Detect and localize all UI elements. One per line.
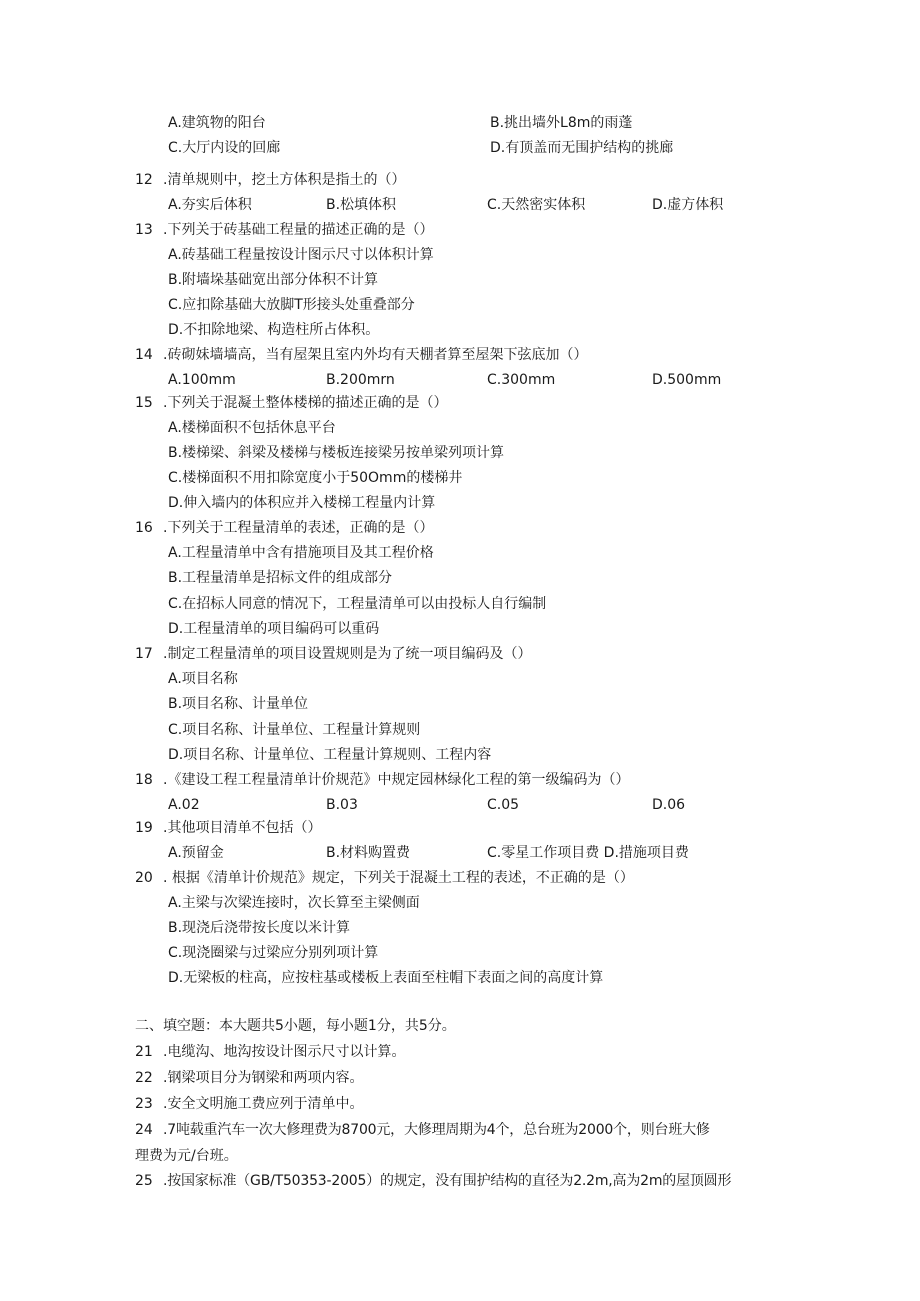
q11-option-b: B.挑出墙外L8m的雨蓬 bbox=[490, 115, 633, 131]
q15-option-b: B.楼梯梁、斜梁及楼梯与楼板连接梁另按单梁列项计算 bbox=[168, 445, 505, 461]
q12-option-b: B.松填体积 bbox=[326, 197, 397, 213]
q18-option-a: A.02 bbox=[168, 797, 200, 813]
q14-option-a: A.100mm bbox=[168, 372, 236, 388]
q20-option-b: B.现浇后浇带按长度以米计算 bbox=[168, 920, 351, 936]
q19-text: .其他项目清单不包括（） bbox=[163, 820, 322, 836]
q18-option-b: B.03 bbox=[326, 797, 358, 813]
q13-text: .下列关于砖基础工程量的描述正确的是（） bbox=[163, 222, 434, 238]
q21-text: .电缆沟、地沟按设计图示尺寸以计算。 bbox=[163, 1044, 406, 1060]
q12-number: 12 bbox=[135, 172, 153, 188]
q20-text: . 根据《清单计价规范》规定，下列关于混凝土工程的表述，不正确的是（） bbox=[163, 870, 634, 886]
q19-option-cd: C.零星工作项目费 D.措施项目费 bbox=[487, 845, 689, 861]
q15-option-c: C.楼梯面积不用扣除宽度小于50Omm的楼梯井 bbox=[168, 470, 463, 486]
q19-number: 19 bbox=[135, 820, 153, 836]
q16-option-a: A.工程量清单中含有措施项目及其工程价格 bbox=[168, 545, 434, 561]
q23-text: .安全文明施工费应列于清单中。 bbox=[163, 1096, 364, 1112]
q13-option-a: A.砖基础工程量按设计图示尺寸以体积计算 bbox=[168, 247, 434, 263]
q18-number: 18 bbox=[135, 772, 153, 788]
q15-option-a: A.楼梯面积不包括休息平台 bbox=[168, 420, 336, 436]
q17-text: .制定工程量清单的项目设置规则是为了统一项目编码及（） bbox=[163, 646, 532, 662]
q20-option-c: C.现浇圈梁与过梁应分别列项计算 bbox=[168, 945, 379, 961]
q12-option-c: C.天然密实体积 bbox=[487, 197, 586, 213]
q21-number: 21 bbox=[135, 1044, 153, 1060]
q25-number: 25 bbox=[135, 1173, 153, 1189]
q15-option-d: D.伸入墙内的体积应并入楼梯工程量内计算 bbox=[168, 495, 436, 511]
q14-number: 14 bbox=[135, 347, 153, 363]
q16-option-c: C.在招标人同意的情况下，工程量清单可以由投标人自行编制 bbox=[168, 596, 547, 612]
q17-option-a: A.项目名称 bbox=[168, 671, 238, 687]
section-heading: 二、填空题：本大题共5小题，每小题1分，共5分。 bbox=[135, 1018, 456, 1034]
q13-number: 13 bbox=[135, 222, 153, 238]
q20-number: 20 bbox=[135, 870, 153, 886]
q15-number: 15 bbox=[135, 395, 153, 411]
q20-option-a: A.主梁与次梁连接时，次长算至主梁侧面 bbox=[168, 895, 420, 911]
q17-option-c: C.项目名称、计量单位、工程量计算规则 bbox=[168, 722, 421, 738]
q16-option-d: D.工程量清单的项目编码可以重码 bbox=[168, 621, 380, 637]
q14-option-c: C.300mm bbox=[487, 372, 556, 388]
q16-option-b: B.工程量清单是招标文件的组成部分 bbox=[168, 570, 393, 586]
q20-option-d: D.无梁板的柱高，应按柱基或楼板上表面至柱帽下表面之间的高度计算 bbox=[168, 970, 604, 986]
q17-option-b: B.项目名称、计量单位 bbox=[168, 696, 309, 712]
q13-option-c: C.应扣除基础大放脚T形接头处重叠部分 bbox=[168, 297, 415, 313]
q11-option-c: C.大厅内设的回廊 bbox=[168, 140, 281, 156]
q23-number: 23 bbox=[135, 1096, 153, 1112]
q12-option-d: D.虚方体积 bbox=[652, 197, 724, 213]
q18-option-d: D.06 bbox=[652, 797, 686, 813]
q15-text: .下列关于混凝土整体楼梯的描述正确的是（） bbox=[163, 395, 448, 411]
q24-number: 24 bbox=[135, 1122, 153, 1138]
q24-text-continued: 理费为元/台班。 bbox=[135, 1148, 238, 1164]
q19-option-a: A.预留金 bbox=[168, 845, 224, 861]
q18-option-c: C.05 bbox=[487, 797, 520, 813]
q11-option-a: A.建筑物的阳台 bbox=[168, 115, 266, 131]
q12-option-a: A.夯实后体积 bbox=[168, 197, 252, 213]
q19-option-b: B.材料购置费 bbox=[326, 845, 411, 861]
q22-text: .钢梁项目分为钢梁和两项内容。 bbox=[163, 1070, 364, 1086]
q24-text: .7吨载重汽车一次大修理费为8700元，大修理周期为4个，总台班为2000个，则台班大修 bbox=[163, 1122, 710, 1138]
q13-option-b: B.附墙垛基础宽出部分体积不计算 bbox=[168, 272, 379, 288]
q18-text: .《建设工程工程量清单计价规范》中规定园林绿化工程的第一级编码为（） bbox=[163, 772, 630, 788]
q11-option-d: D.有顶盖而无围护结构的挑廊 bbox=[490, 140, 674, 156]
q13-option-d: D.不扣除地梁、构造柱所占体积。 bbox=[168, 322, 380, 338]
q22-number: 22 bbox=[135, 1070, 153, 1086]
q17-option-d: D.项目名称、计量单位、工程量计算规则、工程内容 bbox=[168, 747, 492, 763]
q25-text: .按国家标准（GB/T50353-2005）的规定，没有围护结构的直径为2.2m,高为2m的屋顶圆形 bbox=[163, 1173, 732, 1189]
q17-number: 17 bbox=[135, 646, 153, 662]
q12-text: .清单规则中，挖土方体积是指土的（） bbox=[163, 172, 406, 188]
q14-option-d: D.500mm bbox=[652, 372, 722, 388]
q14-option-b: B.200mrn bbox=[326, 372, 395, 388]
q14-text: .砖砌妹墙墙高，当有屋架且室内外均有天棚者算至屋架下弦底加（） bbox=[163, 347, 588, 363]
q16-number: 16 bbox=[135, 520, 153, 536]
q16-text: .下列关于工程量清单的表述，正确的是（） bbox=[163, 520, 434, 536]
